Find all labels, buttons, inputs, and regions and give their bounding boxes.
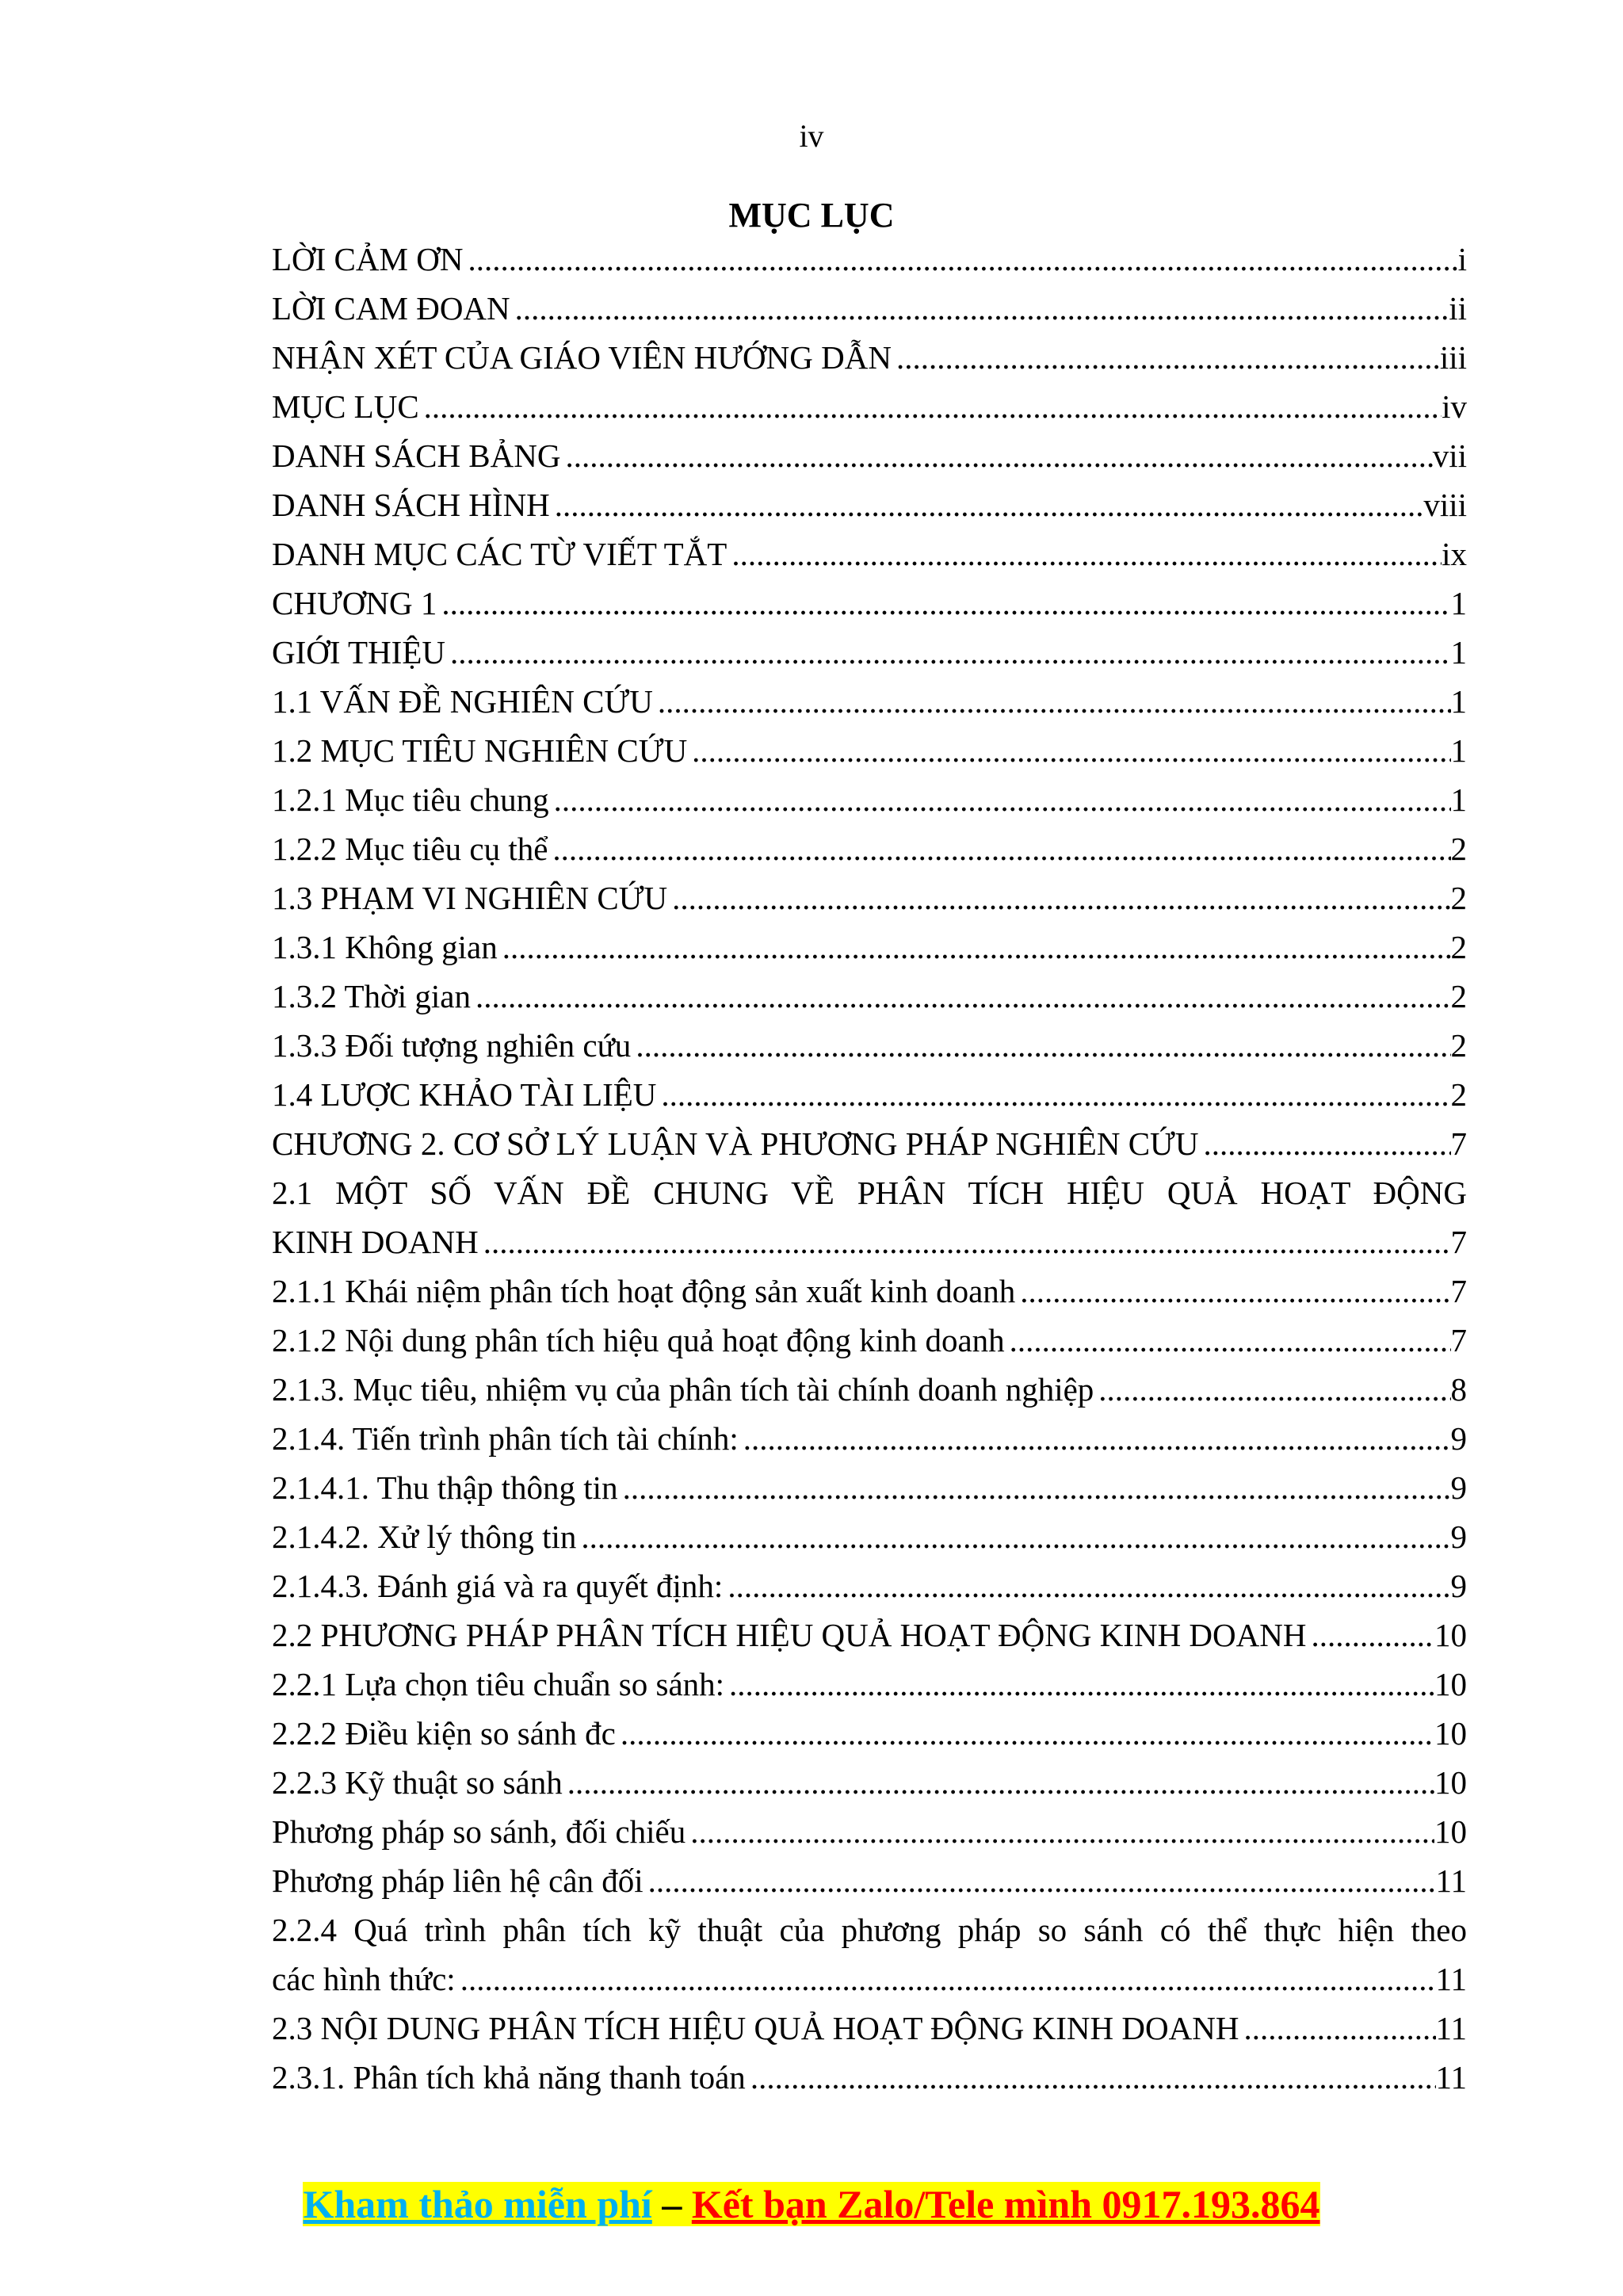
toc-entry[interactable] <box>272 775 1467 824</box>
toc-entry-text: LỜI CAM ĐOAN <box>272 290 510 327</box>
toc-entry[interactable] <box>272 1561 1467 1610</box>
toc-entry-text: 1.2 MỤC TIÊU NGHIÊN CỨU <box>272 732 688 769</box>
toc-entry-leader <box>468 235 1457 284</box>
toc-entry-page: 2 <box>1450 1027 1467 1064</box>
toc-entry[interactable] <box>272 579 1467 628</box>
toc-entry[interactable] <box>272 1660 1467 1709</box>
toc-entry-text: DANH SÁCH HÌNH <box>272 487 550 523</box>
toc-entry-leader <box>565 431 1432 480</box>
toc-entry-page: 7 <box>1450 1322 1467 1358</box>
toc-entry[interactable] <box>272 1758 1467 1807</box>
toc-entry-text: 2.3 NỘI DUNG PHÂN TÍCH HIỆU QUẢ HOẠT ĐỘNG KINH DOANH <box>272 2010 1239 2046</box>
toc-entry-page: vii <box>1432 437 1467 474</box>
toc-entry-leader <box>896 333 1440 382</box>
toc-entry-page: 11 <box>1435 1961 1467 1997</box>
toc-entry-leader <box>552 824 1450 873</box>
toc-entry-leader <box>1010 1316 1451 1365</box>
toc-entry-leader <box>441 579 1450 628</box>
toc-entry[interactable] <box>272 333 1467 382</box>
toc-entry[interactable] <box>272 529 1467 579</box>
toc-entry[interactable] <box>272 1856 1467 1905</box>
toc-entry-text: 2.1.4.3. Đánh giá và ra quyết định: <box>272 1568 724 1604</box>
toc-entry[interactable] <box>272 726 1467 775</box>
toc-entry-leader <box>1243 2004 1435 2053</box>
toc-entry[interactable] <box>272 1119 1467 1168</box>
toc-entry-leader <box>581 1512 1450 1561</box>
toc-entry[interactable] <box>272 1316 1467 1365</box>
toc-entry-page: 11 <box>1435 2059 1467 2095</box>
toc-entry[interactable] <box>272 235 1467 284</box>
toc-entry[interactable] <box>272 1365 1467 1414</box>
toc-entry-leader <box>460 1954 1436 2004</box>
toc-entry-text: 2.2.2 Điều kiện so sánh đc <box>272 1715 616 1752</box>
toc-entry-leader <box>1098 1365 1450 1414</box>
toc-entry[interactable] <box>272 284 1467 333</box>
toc-entry-leader <box>502 923 1451 972</box>
toc-entry-page: 10 <box>1434 1617 1467 1653</box>
toc-entry-leader <box>743 1414 1451 1463</box>
toc-entry-text: 1.4 LƯỢC KHẢO TÀI LIỆU <box>272 1076 657 1113</box>
toc-entry-wrapped-line: 2.2.4 Quá trình phân tích kỹ thuật của phương pháp so sánh có thể thực hiện theo <box>272 1912 1467 1948</box>
toc-entry-page: 1 <box>1450 732 1467 769</box>
toc-entry-leader <box>1311 1610 1434 1660</box>
toc-entry-page: 1 <box>1450 781 1467 818</box>
toc-entry-text: 1.3.3 Đối tượng nghiên cứu <box>272 1027 632 1064</box>
toc-entry-page: 2 <box>1450 1076 1467 1113</box>
toc-entry-page: 7 <box>1450 1125 1467 1162</box>
toc-entry[interactable] <box>272 480 1467 529</box>
toc-entry-text: 2.1.4. Tiến trình phân tích tài chính: <box>272 1420 739 1457</box>
toc-entry[interactable] <box>272 1807 1467 1856</box>
toc-group-c <box>272 2004 1467 2102</box>
toc-entry[interactable] <box>272 1070 1467 1119</box>
toc-entry-text: 2.2.3 Kỹ thuật so sánh <box>272 1764 563 1801</box>
toc-entry-leader <box>555 480 1424 529</box>
promo-separator: – <box>651 2182 692 2226</box>
toc-entry-text: Phương pháp so sánh, đối chiếu <box>272 1813 686 1850</box>
toc-entry-leader <box>750 2053 1436 2102</box>
toc-entry-page: ix <box>1442 536 1467 572</box>
toc-entry-leader <box>483 1217 1451 1266</box>
toc-entry-page: iv <box>1442 388 1467 425</box>
page-number: iv <box>799 118 824 154</box>
toc-entry-text: các hình thức: <box>272 1961 456 1997</box>
toc-entry-page: 11 <box>1435 2010 1467 2046</box>
toc-entry-text: 2.1.4.1. Thu thập thông tin <box>272 1469 618 1506</box>
toc-entry-page: 2 <box>1450 929 1467 965</box>
toc-group-a <box>272 235 1467 1168</box>
toc-entry[interactable] <box>272 1414 1467 1463</box>
toc-group-b <box>272 1266 1467 1905</box>
toc-entry[interactable] <box>272 1021 1467 1070</box>
toc-entry-page: 9 <box>1450 1519 1467 1555</box>
toc-entry-page: 11 <box>1435 1862 1467 1899</box>
toc-entry[interactable] <box>272 873 1467 923</box>
promo-free-link[interactable]: Kham thảo miễn phí <box>303 2182 652 2226</box>
toc-entry[interactable] <box>272 923 1467 972</box>
toc-entry-leader <box>623 1463 1451 1512</box>
toc-entry-page: i <box>1457 241 1467 277</box>
toc-entry-page: 9 <box>1450 1420 1467 1457</box>
toc-entry-leader <box>692 726 1450 775</box>
toc-entry[interactable] <box>272 2004 1467 2053</box>
toc-entry[interactable] <box>272 431 1467 480</box>
toc-entry-text: CHƯƠNG 1 <box>272 585 437 621</box>
toc-entry-leader <box>690 1807 1434 1856</box>
toc-entry-text: 1.2.1 Mục tiêu chung <box>272 781 549 818</box>
toc-entry-page: 2 <box>1450 880 1467 916</box>
toc-entry-text: 2.1.2 Nội dung phân tích hiệu quả hoạt động kinh doanh <box>272 1322 1005 1358</box>
toc-entry-text: 1.3.1 Không gian <box>272 929 498 965</box>
toc-entry-page: 1 <box>1450 683 1467 720</box>
toc-entry-text: 2.2 PHƯƠNG PHÁP PHÂN TÍCH HIỆU QUẢ HOẠT ĐỘNG KINH DOANH <box>272 1617 1307 1653</box>
toc-entry-text: 2.2.1 Lựa chọn tiêu chuẩn so sánh: <box>272 1666 725 1702</box>
toc-entry-text: DANH SÁCH BẢNG <box>272 437 561 474</box>
toc-entry-leader <box>424 382 1442 431</box>
promo-contact-link[interactable]: Kết bạn Zalo/Tele mình 0917.193.864 <box>691 2182 1320 2226</box>
toc-entry-text: NHẬN XÉT CỦA GIÁO VIÊN HƯỚNG DẪN <box>272 339 892 376</box>
toc-entry-page: 7 <box>1450 1224 1467 1260</box>
toc-entry[interactable] <box>272 1217 1467 1266</box>
toc-entry-text: 1.3 PHẠM VI NGHIÊN CỨU <box>272 880 668 916</box>
toc-entry-page: 2 <box>1450 831 1467 867</box>
toc-entry-page: 1 <box>1450 585 1467 621</box>
toc-entry-text: Phương pháp liên hệ cân đối <box>272 1862 643 1899</box>
toc-entry-leader <box>731 529 1442 579</box>
toc-entry-page: 9 <box>1450 1568 1467 1604</box>
toc-entry-text: MỤC LỤC <box>272 388 419 425</box>
toc-entry-page: viii <box>1423 487 1467 523</box>
toc-entry-text: CHƯƠNG 2. CƠ SỞ LÝ LUẬN VÀ PHƯƠNG PHÁP NGHIÊN CỨU <box>272 1125 1199 1162</box>
toc-entry-leader <box>475 972 1451 1021</box>
toc-entry-leader <box>1020 1266 1450 1316</box>
toc-entry-leader <box>648 1856 1436 1905</box>
toc-entry-page: iii <box>1439 339 1467 376</box>
toc-entry-leader <box>727 1561 1450 1610</box>
toc-entry-text: 2.1.3. Mục tiêu, nhiệm vụ của phân tích tài chính doanh nghiệp <box>272 1371 1094 1408</box>
table-of-contents <box>272 235 1467 2102</box>
toc-entry-leader <box>672 873 1450 923</box>
toc-entry-text: 1.1 VẤN ĐỀ NGHIÊN CỨU <box>272 683 653 720</box>
toc-entry-page: 9 <box>1450 1469 1467 1506</box>
toc-entry-leader <box>621 1709 1434 1758</box>
toc-entry-text: GIỚI THIỆU <box>272 634 445 670</box>
toc-entry[interactable] <box>272 1512 1467 1561</box>
toc-entry[interactable] <box>272 677 1467 726</box>
toc-entry[interactable] <box>272 824 1467 873</box>
toc-entry[interactable] <box>272 1266 1467 1316</box>
toc-entry-text: LỜI CẢM ƠN <box>272 241 464 277</box>
toc-entry[interactable] <box>272 382 1467 431</box>
toc-entry-page: 10 <box>1434 1764 1467 1801</box>
toc-entry-page: 8 <box>1450 1371 1467 1408</box>
toc-entry-text: 1.3.2 Thời gian <box>272 978 471 1014</box>
toc-entry[interactable] <box>272 1954 1467 2004</box>
toc-entry[interactable] <box>272 628 1467 677</box>
toc-entry-text: DANH MỤC CÁC TỪ VIẾT TẮT <box>272 536 727 572</box>
toc-entry-leader <box>515 284 1449 333</box>
toc-entry[interactable] <box>272 1463 1467 1512</box>
promo-highlight <box>303 2182 1319 2226</box>
toc-entry[interactable] <box>272 972 1467 1021</box>
toc-entry-page: 10 <box>1434 1813 1467 1850</box>
toc-entry-leader <box>1203 1119 1450 1168</box>
toc-entry[interactable] <box>272 1709 1467 1758</box>
toc-entry-text: KINH DOANH <box>272 1224 479 1260</box>
toc-entry-text: 1.2.2 Mục tiêu cụ thể <box>272 831 548 867</box>
toc-entry-text: 2.1.4.2. Xử lý thông tin <box>272 1519 577 1555</box>
toc-entry-text: 2.1.1 Khái niệm phân tích hoạt động sản xuất kinh doanh <box>272 1273 1016 1309</box>
toc-entry-page: 1 <box>1450 634 1467 670</box>
toc-entry-leader <box>729 1660 1434 1709</box>
toc-entry-leader <box>567 1758 1434 1807</box>
toc-entry-page: ii <box>1449 290 1467 327</box>
toc-entry-leader <box>658 677 1451 726</box>
toc-entry[interactable] <box>272 2053 1467 2102</box>
toc-entry-leader <box>636 1021 1450 1070</box>
toc-entry-text: 2.3.1. Phân tích khả năng thanh toán <box>272 2059 746 2095</box>
toc-entry-leader <box>661 1070 1450 1119</box>
toc-title: MỤC LỤC <box>728 196 895 235</box>
toc-entry-leader <box>554 775 1451 824</box>
toc-entry-page: 2 <box>1450 978 1467 1014</box>
toc-entry[interactable] <box>272 1610 1467 1660</box>
toc-entry-page: 7 <box>1450 1273 1467 1309</box>
toc-entry-wrapped-line: 2.1 MỘT SỐ VẤN ĐỀ CHUNG VỀ PHÂN TÍCH HIỆU QUẢ HOẠT ĐỘNG <box>272 1175 1467 1211</box>
toc-entry-leader <box>450 628 1451 677</box>
toc-entry-page: 10 <box>1434 1715 1467 1752</box>
toc-entry-page: 10 <box>1434 1666 1467 1702</box>
promo-banner[interactable] <box>0 2178 1623 2230</box>
